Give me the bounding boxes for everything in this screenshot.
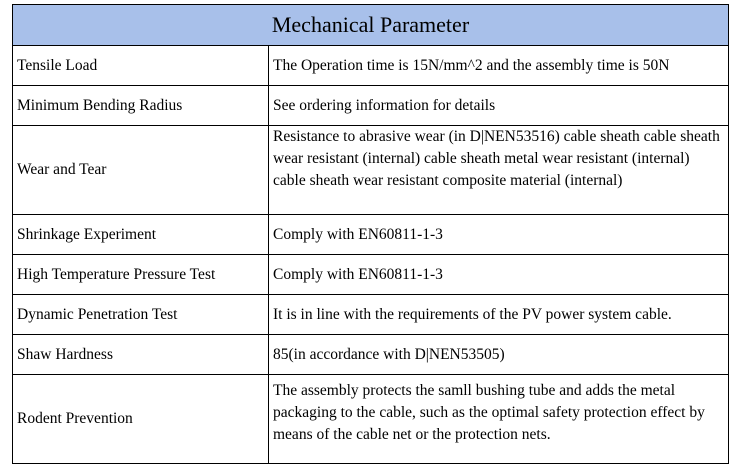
row-label: High Temperature Pressure Test [13, 255, 269, 295]
table-row [13, 375, 729, 464]
row-value: The Operation time is 15N/mm^2 and the assembly time is 50N [269, 46, 729, 86]
row-label: Wear and Tear [13, 126, 269, 215]
row-label: Dynamic Penetration Test [13, 295, 269, 335]
row-label: Shrinkage Experiment [13, 215, 269, 255]
table-row [13, 335, 729, 375]
row-label: Rodent Prevention [13, 375, 269, 464]
row-value: The assembly protects the samll bushing tube and adds the metal packaging to the cable, such as the optimal safety protection effect by means of the cable net or the protection nets. [269, 375, 729, 464]
row-label: Tensile Load [13, 46, 269, 86]
table-row [13, 215, 729, 255]
table-header-row [13, 5, 729, 46]
table-row [13, 255, 729, 295]
row-label: Shaw Hardness [13, 335, 269, 375]
table-row [13, 46, 729, 86]
table-row [13, 126, 729, 215]
row-value: Comply with EN60811-1-3 [269, 255, 729, 295]
row-value: Resistance to abrasive wear (in D|NEN53516) cable sheath cable sheath wear resistant (internal) cable sheath metal wear resistant (internal) cable sheath wear resistant composite material (internal) [269, 126, 729, 215]
table-row [13, 86, 729, 126]
row-value: It is in line with the requirements of the PV power system cable. [269, 295, 729, 335]
row-value: See ordering information for details [269, 86, 729, 126]
row-value: Comply with EN60811-1-3 [269, 215, 729, 255]
row-value: 85(in accordance with D|NEN53505) [269, 335, 729, 375]
mechanical-parameter-table [12, 4, 729, 464]
row-label: Minimum Bending Radius [13, 86, 269, 126]
table-row [13, 295, 729, 335]
table-title: Mechanical Parameter [13, 5, 729, 46]
